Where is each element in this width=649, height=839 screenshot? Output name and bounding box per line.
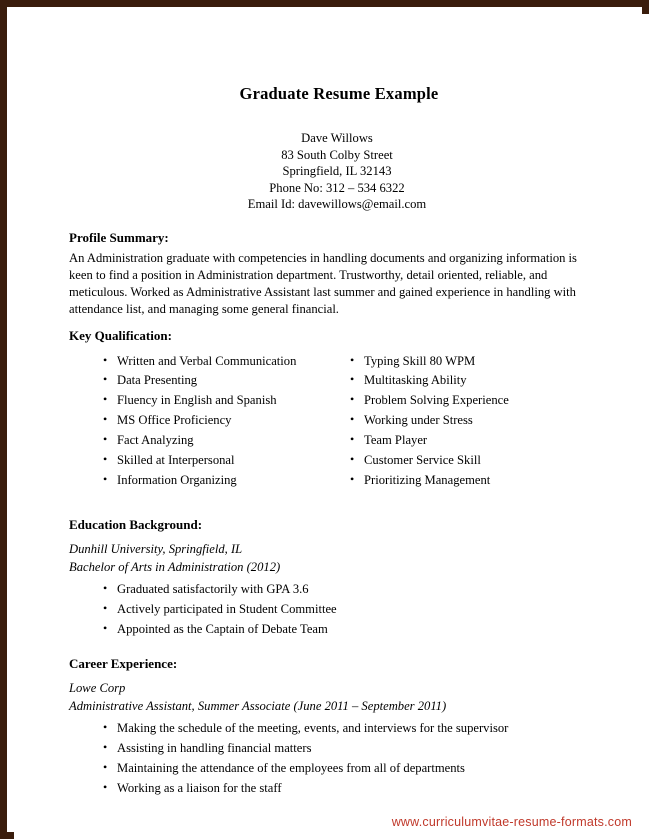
list-item: • Typing Skill 80 WPM: [350, 352, 599, 372]
resume-page: [14, 14, 649, 839]
key-qualification-columns: [69, 348, 599, 491]
list-item: • Appointed as the Captain of Debate Team: [103, 620, 599, 640]
section-spacer: [69, 491, 599, 517]
contact-phone: Phone No: 312 – 534 6322: [269, 180, 405, 195]
list-item: • Working under Stress: [350, 411, 599, 431]
list-item: • Prioritizing Management: [350, 471, 599, 491]
profile-summary-text: An Administration graduate with competencies in handling documents and organizing information is keen to find a position in Administration department. Trustworthy, detail oriented, reliable, and meticulous. Worked as Administrative Assistant last summer and gained experience in handling with attendance list, and managing some general financial.: [69, 251, 577, 317]
education-school: Dunhill University, Springfield, IL: [69, 541, 243, 556]
key-qualification-heading: Key Qualification:: [69, 327, 172, 343]
list-item: • MS Office Proficiency: [103, 411, 334, 431]
list-item: • Team Player: [350, 431, 599, 451]
career-company: Lowe Corp: [69, 680, 126, 695]
resume-content: [69, 84, 599, 799]
watermark-text: www.curriculumvitae-resume-formats.com: [391, 815, 632, 829]
qualification-list-right: [334, 352, 599, 491]
list-item: • Skilled at Interpersonal: [103, 451, 334, 471]
education-heading: Education Background:: [69, 516, 203, 532]
education-degree: Bachelor of Arts in Administration (2012): [69, 560, 281, 575]
list-item: • Information Organizing: [103, 471, 334, 491]
list-item: • Fact Analyzing: [103, 431, 334, 451]
list-item: • Assisting in handling financial matters: [103, 739, 599, 759]
list-item: • Fluency in English and Spanish: [103, 391, 334, 411]
qualification-list-left: [69, 352, 334, 491]
contact-street: 83 South Colby Street: [281, 147, 393, 162]
career-role: Administrative Assistant, Summer Associate (June 2011 – September 2011): [69, 699, 447, 714]
career-points: [69, 719, 599, 799]
list-item: • Graduated satisfactorily with GPA 3.6: [103, 580, 599, 600]
contact-email: Email Id: davewillows@email.com: [247, 197, 427, 212]
education-block: [69, 540, 599, 640]
career-heading: Career Experience:: [69, 655, 178, 671]
list-item: • Working as a liaison for the staff: [103, 779, 599, 799]
list-item: • Problem Solving Experience: [350, 391, 599, 411]
qualification-column-left: [69, 348, 334, 491]
list-item: • Written and Verbal Communication: [103, 352, 334, 372]
profile-summary-heading: Profile Summary:: [69, 230, 169, 246]
section-spacer: [69, 640, 599, 656]
list-item: • Actively participated in Student Committee: [103, 600, 599, 620]
qualification-column-right: [334, 348, 599, 491]
career-block: [69, 679, 599, 799]
list-item: • Customer Service Skill: [350, 451, 599, 471]
list-item: • Multitasking Ability: [350, 371, 599, 391]
list-item: • Making the schedule of the meeting, events, and interviews for the supervisor: [103, 719, 599, 739]
candidate-name: Dave Willows: [301, 131, 373, 145]
page-title: Graduate Resume Example: [239, 84, 439, 103]
contact-block: [69, 130, 599, 213]
list-item: • Maintaining the attendance of the employees from all of departments: [103, 759, 599, 779]
education-points: [69, 580, 599, 640]
contact-city-state-zip: Springfield, IL 32143: [282, 164, 392, 179]
list-item: • Data Presenting: [103, 371, 334, 391]
